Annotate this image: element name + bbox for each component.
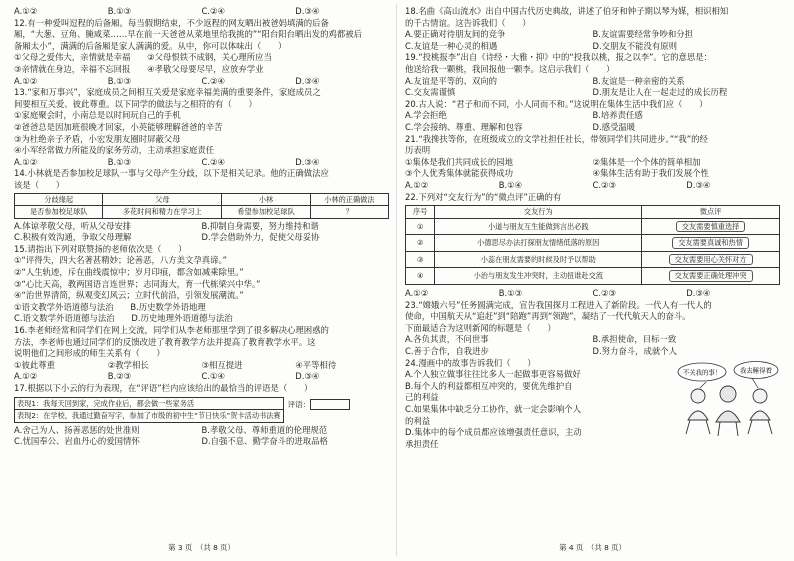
table-cell: ② (406, 235, 435, 252)
item: ③相互提进 (201, 359, 243, 370)
table-header: 序号 (406, 206, 435, 219)
option: 承担责任 (405, 438, 439, 449)
table-cell (642, 218, 780, 235)
table-cell: 多花时间和精力在学习上 (103, 206, 222, 219)
option: C.②④ (201, 156, 226, 167)
option: B.①③ (498, 288, 523, 299)
q18-options (405, 41, 780, 53)
option: D.自强不息、勤学奋斗的进取品格 (201, 436, 328, 447)
question-23 (405, 300, 780, 358)
q19-options (405, 76, 780, 88)
table-cell: 希望参加校足球队 (222, 206, 310, 219)
question-text: 20.古人说：“君子和而不同，小人同而不和。”这说明在集体生活中我们应（ ） (405, 98, 708, 109)
option: C.学会接纳、尊重、理解和包容 (405, 121, 523, 132)
question-text: 23.“嫦娥六号”任务圆满完成，宣告我国探月工程进入了新阶段。一代人有一代人的 (405, 299, 712, 310)
option: C.忧国奉公、岩血丹心的爱国情怀 (14, 436, 140, 447)
question-24 (405, 358, 780, 451)
option: D.③④ (686, 179, 711, 190)
cartoon-illustration (676, 360, 780, 438)
question-text: 14.小林就是否参加校足球队一事与父母产生分歧，以下是相关记录。他的正确做法应 (14, 168, 329, 179)
comment-pill: 交友需要慎重选择 (676, 221, 746, 233)
question-22 (405, 192, 780, 300)
question-text: 厢，“大葱、豆角、腌咸菜……早在前一天爸爸从菜地里给我挑的”“阳台阳台晒出发的鸡都被后 (14, 29, 363, 40)
evaluation-blank (310, 399, 350, 410)
q11-options (14, 6, 389, 18)
question-text: 该是（ ） (14, 179, 65, 190)
table-cell: 是否参加校足球队 (15, 206, 103, 219)
option: D.③④ (295, 75, 320, 86)
option: A.①② (14, 371, 38, 382)
option: A.体谅孝敬父母，听从父母安排 (14, 220, 132, 231)
question-text: 16.李老师经常和同学们在网上交流，同学们从李老师那里学到了很多解决心理困惑的 (14, 325, 329, 336)
q16-options (14, 371, 389, 383)
q20-options (405, 110, 780, 122)
option: D.③④ (295, 156, 320, 167)
table-row (15, 206, 389, 219)
option: D.朋友是让人在一起走过的成长历程 (592, 87, 728, 98)
option: B.①③ (107, 156, 132, 167)
page-footer: 第 3 页 （共 8 页） (168, 543, 235, 553)
table-cell: ③ (406, 251, 435, 268)
question-19 (405, 52, 780, 98)
item: ②教学相长 (107, 359, 149, 370)
option: C.②③ (592, 288, 617, 299)
table-header: 小林的正确做法 (310, 193, 388, 206)
q18-options (405, 29, 780, 41)
option: D.集体中的每个成员都应该增强责任意识，主动 (405, 427, 582, 438)
table-cell: 小德思尽办法打探朋友情绪低落的原因 (435, 235, 642, 252)
question-text: 22.下列对“交友行为”的“微点评”正确的有 (405, 191, 562, 202)
q23-options (405, 334, 780, 346)
bubble-text-left: 不关我的事！ (682, 368, 722, 377)
option: B.②③ (107, 371, 132, 382)
person-left-figure (686, 389, 710, 434)
question-12 (14, 18, 389, 88)
question-text: ③亲情就在身边，幸福不忘回报 ④孝敬父母要尽早，应放弃学业 (14, 63, 264, 74)
comment-pill: 交友需要正确处理冲突 (669, 270, 753, 282)
exam-page-4 (405, 6, 780, 554)
option: C.如果集体中缺乏分工协作，就一定会影响个人 (405, 404, 582, 414)
table-cell (642, 235, 780, 252)
table-row (406, 235, 780, 252)
q21-items (405, 168, 780, 180)
question-text: 方法，李老师也通过同学们的反馈改进了教育教学方法并提高了教育教学水平。这 (14, 336, 316, 347)
item: ②集体是一个个体的简单相加 (592, 156, 701, 167)
question-text: ①家庭聚会时，小南总是以时间玩自己的手机 (14, 110, 181, 121)
option: A.①② (14, 156, 38, 167)
option: D.交朋友不能没有原则 (592, 40, 677, 51)
option: B.每个人的利益都相互冲突的，要优先维护自 (405, 380, 573, 391)
option: D.感受温暖 (592, 121, 636, 132)
q14-options (14, 232, 389, 244)
evaluation-box (288, 399, 351, 411)
question-20 (405, 99, 780, 134)
column-divider (396, 4, 397, 556)
q17-table (14, 397, 284, 423)
option: B.承担使命，目标一致 (592, 334, 677, 345)
option: A.①② (14, 6, 38, 16)
table-cell (642, 268, 780, 285)
q12-options (14, 76, 389, 88)
question-text: 17.根据以下小云的行为表现，在“评语”栏内应该给出的最恰当的评语是（ ） (14, 383, 313, 393)
q21-items (405, 157, 780, 169)
option: C.②③ (592, 179, 617, 190)
option: B.孝敬父母、尊师重道的伦理规范 (201, 424, 328, 435)
table-cell: 表现1：我每天回到家，完成作业后，都会做一些家务活 (15, 397, 284, 410)
question-text: ②“人生轨迹，斥在曲线震惊中；岁月印痕，都含如减乘除里。” (14, 267, 244, 278)
table-row (406, 218, 780, 235)
option: C.②④ (201, 6, 226, 16)
option: C.积极有效沟通，争取父母理解 (14, 232, 132, 243)
table-header: 交友行为 (435, 206, 642, 219)
question-text: 18.名曲《高山流水》出自中国古代历史典故，讲述了伯牙和钟子期以琴为媒，相识相知 (405, 6, 729, 16)
table-row (406, 268, 780, 285)
option: A.舍己为人、扬善恶惩的处世准则 (14, 424, 140, 435)
question-text: 他送给我一颗桃，我回报他一颗李。这启示我们（ ） (405, 63, 615, 74)
q21-options (405, 180, 780, 192)
option: B.①③ (107, 75, 132, 86)
bubble-text-right: 我去睡得着 (740, 366, 772, 375)
table-cell: 小道与朋友互生能做到言出必践 (435, 218, 642, 235)
question-text: 21.“我搀扶等你，在班级成立的文学社担任社长，带领同学们共同进步。”“我”的经 (405, 133, 708, 144)
option: D.③④ (686, 288, 711, 299)
question-text: ②爸爸总是因加班很晚才回家，小英能够理解爸爸的辛苦 (14, 121, 223, 132)
option: A.友谊是平等的、双向的 (405, 75, 497, 86)
question-text: 的千古情谊。这告诉我们（ ） (405, 17, 531, 28)
q17-table-wrap (14, 395, 389, 425)
option: C.交友需谨慎 (405, 87, 456, 98)
question-text: 24.漫画中的故事告诉我们（ ） (405, 357, 536, 368)
item: ④平等相待 (295, 359, 337, 370)
comment-pill: 交友需要真诚和热情 (672, 237, 749, 249)
table-header: 父母 (103, 193, 222, 206)
question-17 (14, 383, 389, 448)
q23-options (405, 346, 780, 358)
question-text: ①父母之爱伟大，亲情就是幸福 ②父母恨铁不成钢，关心理所应当 (14, 52, 272, 63)
question-text: ①“评得失，四大名著甚精妙；论善恶，八方美文孕真谛。” (14, 255, 227, 266)
option: 的利益 (405, 415, 431, 426)
table-cell: 小蕊在朋友需要的时候及时予以帮助 (435, 251, 642, 268)
option: D.③④ (295, 371, 320, 382)
q22-options (405, 288, 780, 300)
question-15 (14, 244, 389, 325)
option: A.各负其责，不问世事 (405, 334, 489, 345)
question-text: 历表明 (405, 145, 431, 156)
q14-options (14, 221, 389, 233)
table-cell (642, 251, 780, 268)
person-right-figure (748, 389, 772, 434)
option: A.个人独立做事往往比多人一起做事更容易做好 (405, 369, 581, 380)
table-row (406, 251, 780, 268)
exam-page-3 (14, 6, 389, 554)
table-header: 微点评 (642, 206, 780, 219)
evaluation-label: 评语： (287, 399, 311, 409)
table-cell: 小治与朋友发生冲突时，主动扭谁赴交流 (435, 268, 642, 285)
question-text: ③“心比天高，教两国语言连世界；志同海大，育一代栋梁兴中华。” (14, 278, 261, 289)
question-18 (405, 6, 780, 52)
table-cell: ① (406, 218, 435, 235)
option: B.①④ (498, 179, 523, 190)
option: D.努力奋斗，成就个人 (592, 346, 677, 357)
option: B.培养责任感 (592, 110, 643, 121)
option: B.友谊需要经常争吵和分担 (592, 29, 694, 40)
option: C.善于合作，自我进步 (405, 346, 489, 357)
table-row (15, 397, 284, 410)
table-header-row (406, 206, 780, 219)
option: B.抑制自身需要，努力维持和谐 (201, 220, 319, 231)
table-header: 小林 (222, 193, 310, 206)
page-footer: 第 4 页 （共 8 页） (559, 543, 626, 553)
question-14 (14, 168, 389, 244)
item: ④集体生活有助于我们发展个性 (592, 168, 709, 179)
table-cell: ？ (310, 206, 388, 219)
question-text: ③为杜绝亲子矛盾，小宏发朋友圈时屏蔽父母 (14, 133, 181, 144)
option: A.①② (405, 288, 429, 299)
question-text: 说明他们之间形成的师生关系有（ ） (14, 348, 165, 359)
person-middle-figure (716, 386, 740, 436)
option: C.①④ (201, 371, 226, 382)
question-13 (14, 87, 389, 168)
item: ③个人优秀集体就能获得成功 (405, 168, 514, 179)
bubble-tail-right (752, 378, 758, 388)
q17-options (14, 436, 389, 448)
question-text: 19.“投桃报李”出自《诗经・大雅・抑》中的“投我以桃，报之以李”。它的意思是： (405, 52, 713, 63)
option: B.友谊是一种亲密的关系 (592, 75, 685, 86)
question-text: 使命，中国航天从“追赶”到“陪跑”再到“领跑”，凝结了一代代航天人的奋斗。 (405, 311, 691, 322)
table-cell: 表现2：在学校，我通过勤奋写字，参加了市级的初中生“节日快乐”贺卡活动书法赛 (15, 410, 284, 423)
option: A.①② (14, 75, 38, 86)
question-text: 15.请指出下列对联赞扬的老师依次是（ ） (14, 243, 187, 254)
comment-pill: 交友需要用心关怀对方 (669, 254, 753, 266)
q14-table (14, 193, 389, 219)
option: A.学会拒绝 (405, 110, 447, 121)
question-text: 备厢太小”，满满的后备厢是家人满满的爱。从中，你可以体味出（ ） (14, 40, 287, 51)
q22-table (405, 205, 780, 285)
bubble-tail-left (700, 382, 706, 388)
table-row (15, 410, 284, 423)
option: B.①③ (107, 6, 132, 16)
option: D.③④ (295, 6, 320, 16)
option: C.语文数学外语道德与法治 D.历史地理外语道德与法治 (14, 313, 233, 324)
question-21 (405, 134, 780, 192)
q13-options (14, 157, 389, 169)
question-text: 12.有一种爱叫逗程的后备厢。每当假期结束，不少返程的网友晒出被爸妈填满的后备 (14, 17, 329, 28)
q20-options (405, 122, 780, 134)
question-text: ④“治世界清简，纵观变幻风云；立时代前沿，引领发展潮流。” (14, 290, 244, 301)
option: A.要正确对待朋友间的竞争 (405, 29, 506, 40)
question-text: 间要相互关爱、彼此尊重。以下同学的做法与之相符的有（ ） (14, 98, 257, 109)
option: A.①② (405, 179, 429, 190)
question-16 (14, 325, 389, 383)
table-cell: ④ (406, 268, 435, 285)
item: ①彼此尊重 (14, 359, 56, 370)
q19-options (405, 87, 780, 99)
item: ①集体是我们共同成长的园地 (405, 156, 514, 167)
table-header: 分歧缘起 (15, 193, 103, 206)
q17-options (14, 425, 389, 437)
option: D.学会借助外力，促使父母妥协 (201, 232, 320, 243)
option: ①语文教学外语道德与法治 B.历史数学外语地理 (14, 301, 206, 312)
question-text: 下面最适合为这则新闻的标题是（ ） (405, 322, 556, 333)
option: C.友谊是一种心灵的相遇 (405, 40, 498, 51)
question-text: 13.“家和万事兴”，家庭成员之间相互关爱是家庭幸福美满的重要条件，家庭成员之 (14, 87, 321, 98)
table-header-row (15, 193, 389, 206)
q16-items (14, 360, 389, 372)
question-text: ④小军经常做力所能及的家务劳动，主动承担家庭责任 (14, 145, 215, 156)
option: C.②④ (201, 75, 226, 86)
option: 己的利益 (405, 392, 439, 403)
